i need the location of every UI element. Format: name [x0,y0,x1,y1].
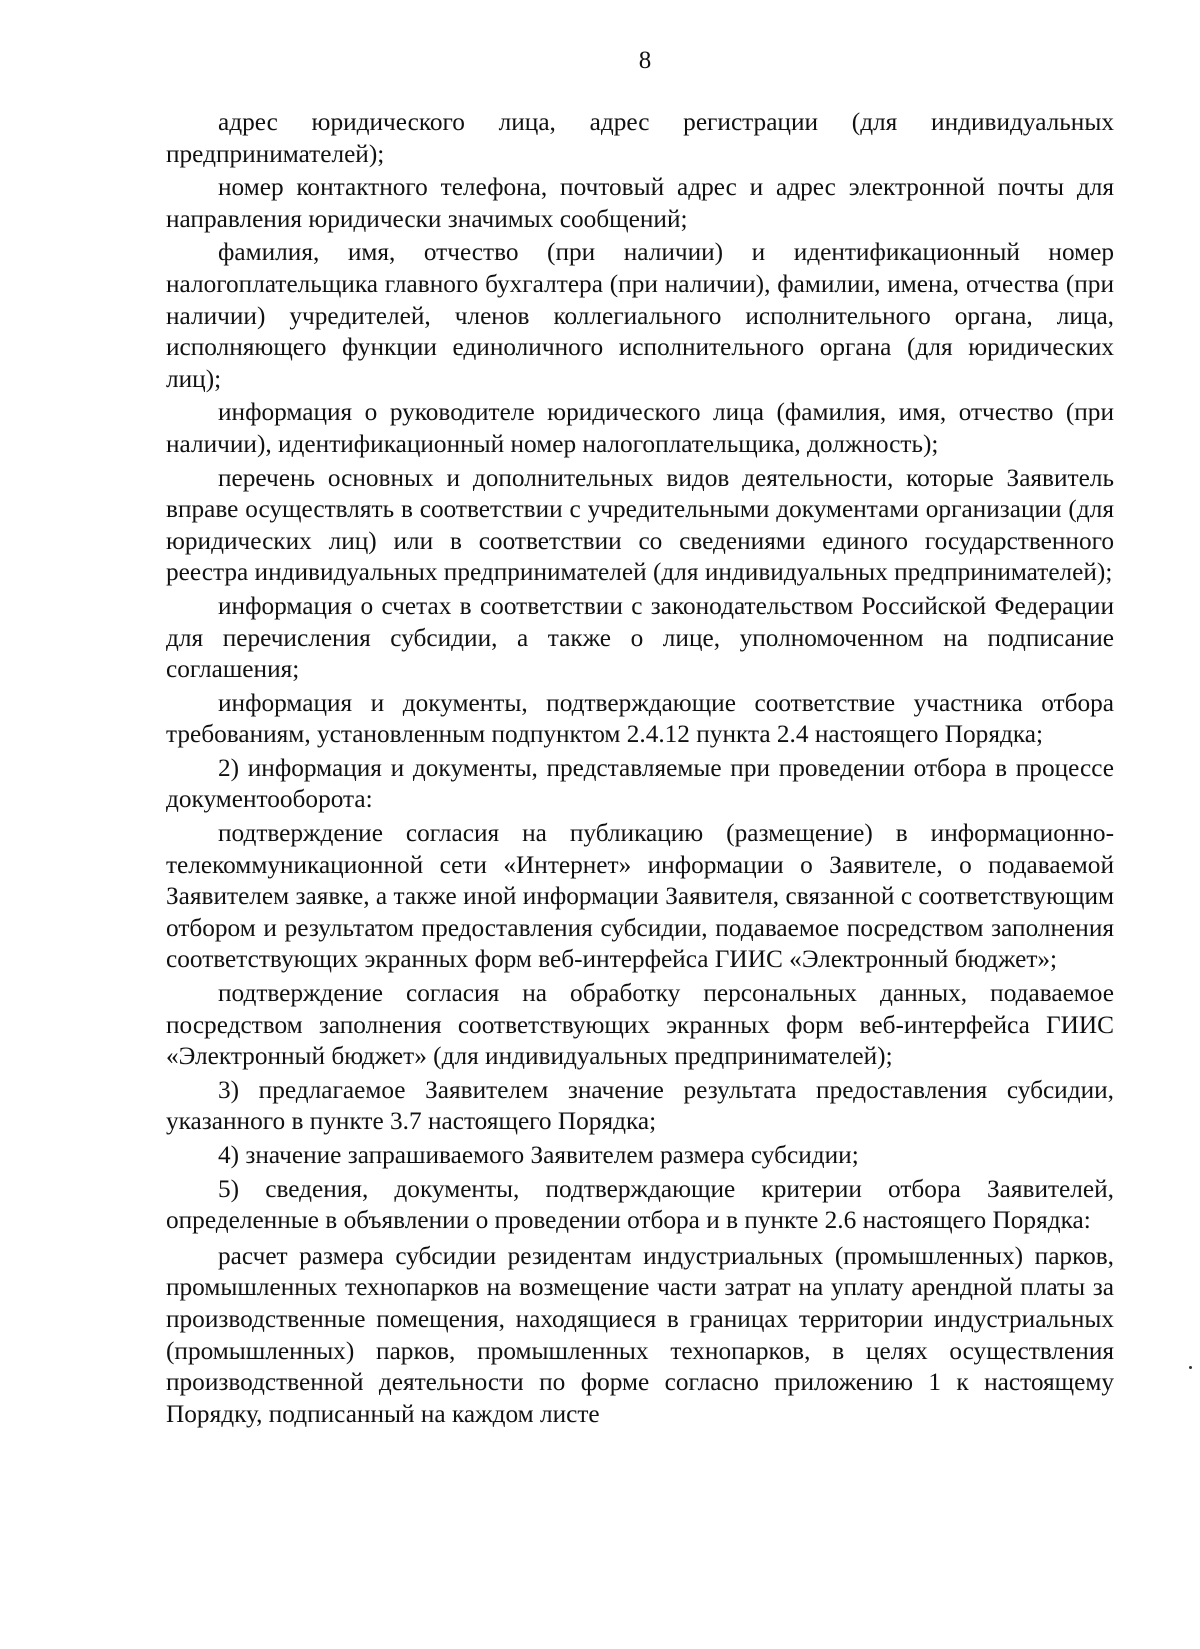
paragraph-head-info: информация о руководителе юридического лица (фамилия, имя, отчество (при наличии), идентификационный номер налогоплательщика, должность); [166,398,1114,458]
document-body [166,107,1114,1430]
paragraph-activity-types: перечень основных и дополнительных видов деятельности, которые Заявитель вправе осуществлять в соответствии с учредительными документами организации (для юридических лиц) или в соответствии со сведениями единого государственного реестра индивидуальных предпринимателей (для индивидуальных предпринимателей); [166,463,1114,587]
paragraph-item-4: 4) значение запрашиваемого Заявителем размера субсидии; [218,1141,859,1169]
paragraph-subsidy-calculation: расчет размера субсидии резидентам индустриальных (промышленных) парков, промышленных технопарков на возмещение части затрат на уплату арендной платы за производственные помещения, находящиеся в границах территории индустриальных (промышленных) парков, промышленных технопарков, в целях осуществления производственной деятельности по форме согласно приложению 1 к настоящему Порядку, подписанный на каждом листе [166,1241,1114,1428]
paragraph-contact-info: номер контактного телефона, почтовый адрес и адрес электронной почты для направления юридически значимых сообщений; [166,173,1114,233]
page-number: 8 [638,47,652,74]
paragraph-publication-consent: подтверждение согласия на публикацию (размещение) в информационно-телекоммуникационной сети «Интернет» информации о Заявителе, о подаваемой Заявителем заявке, а также иной информации Заявителя, связанной с соответствующим отбором и результатом предоставления субсидии, подаваемое посредством заполнения соответствующих экранных форм веб-интерфейса ГИИС «Электронный бюджет»; [166,819,1114,974]
paragraph-legal-address: адрес юридического лица, адрес регистрации (для индивидуальных предпринимателей); [166,108,1114,168]
paragraph-item-5: 5) сведения, документы, подтверждающие критерии отбора Заявителей, определенные в объявлении о проведении отбора и в пункте 2.6 настоящего Порядка: [166,1174,1114,1235]
paragraph-item-3: 3) предлагаемое Заявителем значение результата предоставления субсидии, указанного в пункте 3.7 настоящего Порядка; [166,1075,1114,1136]
paragraph-compliance-docs: информация и документы, подтверждающие соответствие участника отбора требованиям, установленным подпунктом 2.4.12 пункта 2.4 настоящего Порядка; [166,688,1114,749]
paragraph-accounts-info: информация о счетах в соответствии с законодательством Российской Федерации для перечисления субсидии, а также о лице, уполномоченном на подписание соглашения; [166,591,1114,684]
paragraph-personal-data-consent: подтверждение согласия на обработку персональных данных, подаваемое посредством заполнения соответствующих экранных форм веб-интерфейса ГИИС «Электронный бюджет» (для индивидуальных предпринимателей); [166,979,1114,1071]
paragraph-item-2: 2) информация и документы, представляемые при проведении отбора в процессе документооборота: [166,753,1114,814]
paragraph-accountant-founders: фамилия, имя, отчество (при наличии) и идентификационный номер налогоплательщика главного бухгалтера (при наличии), фамилии, имена, отчества (при наличии) учредителей, членов коллегиального исполнительного органа, лица, исполняющего функции единоличного исполнительного органа (для юридических лиц); [166,238,1114,393]
scan-dot-mark [1189,1366,1192,1369]
